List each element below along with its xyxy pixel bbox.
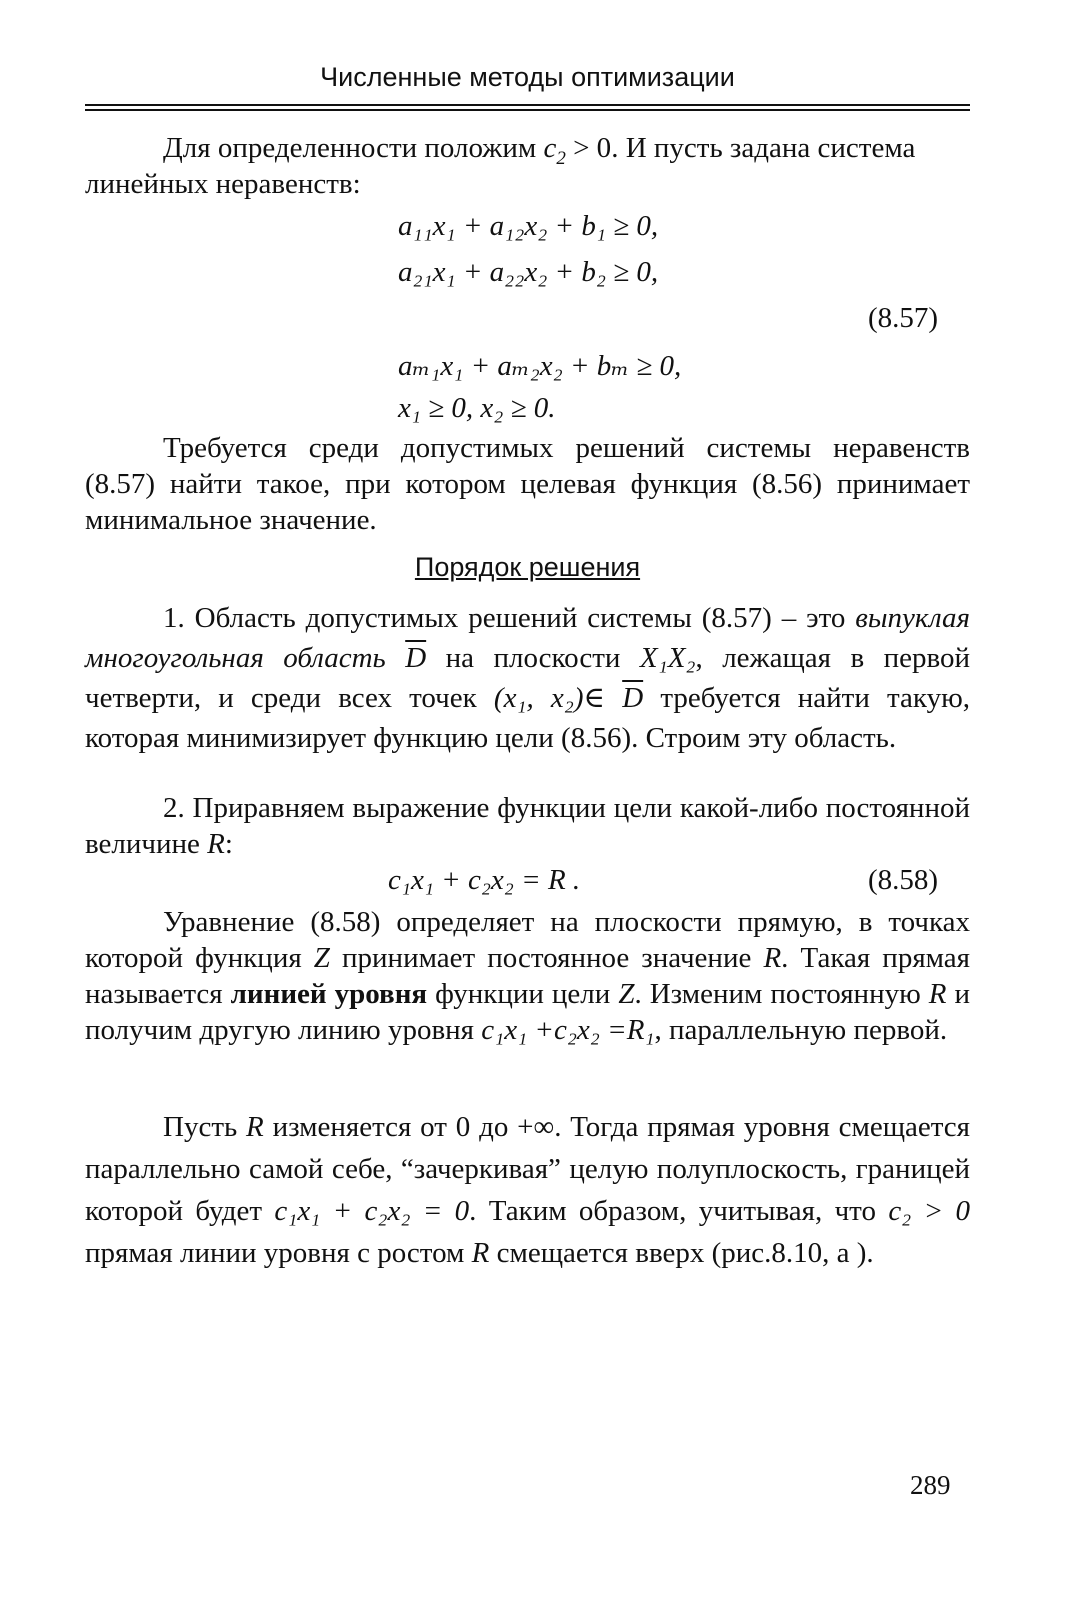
system-line-4: x₁ ≥ 0, x₂ ≥ 0. (398, 392, 556, 424)
term-level-line: линией уровня (230, 978, 428, 1010)
set-D-2: $\overline{D}$ (622, 682, 644, 714)
list-item-2: 2. Приравняем выражение функции цели какой-либо постоянной величине R: (85, 792, 970, 860)
running-header: Численные методы оптимизации (320, 62, 735, 92)
equation-number-858: (8.58) (868, 864, 939, 896)
set-D: $\overline{D}$ (405, 642, 427, 674)
system-line-2: a₂₁x₁ + a₂₂x₂ + b₂ ≥ 0, (398, 256, 659, 288)
equation-858: c₁x₁ + c₂x₂ = R . (388, 864, 581, 896)
system-line-1: a₁₁x₁ + a₁₂x₂ + b₁ ≥ 0, (398, 210, 659, 242)
header-rule-bottom (85, 109, 970, 111)
header-rule-top (85, 104, 970, 106)
page-number: 289 (910, 1470, 951, 1500)
paragraph-shift: Пусть R изменяется от 0 до +∞. Тогда прямая уровня смещается параллельно самой себе, “зачеркивая” целую полуплоскость, границей которой будет c₁x₁ + c₂x₂ = 0. Таким образом, учитывая, что c₂ > 0 прямая линии уровня с ростом R смещается вверх (рис.8.10, а ). (85, 1111, 971, 1269)
paragraph-requirement: Требуется среди допустимых решений системы неравенств (8.57) найти такое, при котором целевая функция (8.56) принимает минимальное значение. (85, 432, 970, 536)
list-item-1: 1. Область допустимых решений системы (8.57) – это выпуклая многоугольная область $\overline{D}$ на плоскости X₁X₂, лежащая в первой четверти, и среди всех точек (x₁, x₂)∈ $\overline{D}$ требуется найти такую, которая минимизирует функцию цели (8.56). Строим эту область. (85, 602, 971, 754)
equation-number-857: (8.57) (868, 302, 939, 334)
paragraph-intro: Для определенности положим $c_2 > 0$. И пусть задана система линейных неравенств: (85, 132, 916, 200)
section-title: Порядок решения (414, 552, 641, 582)
system-line-3: aₘ₁x₁ + aₘ₂x₂ + bₘ ≥ 0, (398, 350, 682, 382)
paragraph-level-line: Уравнение (8.58) определяет на плоскости прямую, в точках которой функция Z принимает постоянное значение R. Такая прямая называется линией уровня функции цели Z. Изменим постоянную R и получим другую линию уровня c₁x₁ +c₂x₂ =R₁, параллельную первой. (85, 906, 971, 1046)
